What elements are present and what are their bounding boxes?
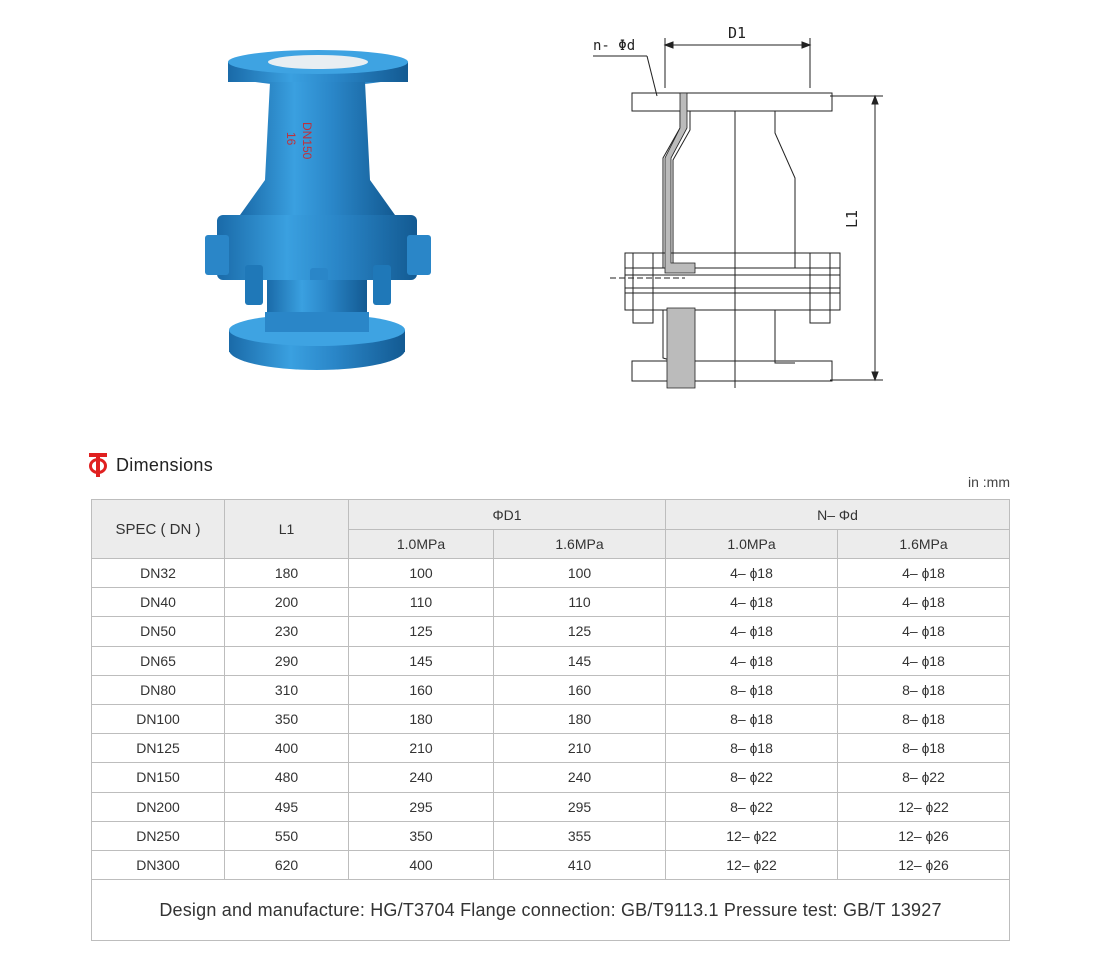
table-row	[92, 734, 1010, 763]
cell-d1-10: 100	[349, 559, 494, 588]
dimensions-table	[91, 499, 1010, 941]
section-title: Dimensions	[116, 454, 214, 475]
cell-l1: 495	[225, 792, 349, 821]
cell-d1-16: 355	[494, 821, 666, 850]
valve-marking-dn: DN150	[300, 122, 314, 160]
cell-nd-10: 4– ɸ18	[666, 617, 838, 646]
cell-nd-16: 8– ɸ18	[838, 704, 1010, 733]
cell-l1: 200	[225, 588, 349, 617]
header-nd: N– Φd	[666, 500, 1010, 530]
cell-d1-10: 110	[349, 588, 494, 617]
table-row	[92, 763, 1010, 792]
cell-nd-10: 8– ɸ22	[666, 792, 838, 821]
header-d1: ΦD1	[349, 500, 666, 530]
cell-nd-10: 4– ɸ18	[666, 588, 838, 617]
unit-label: in :mm	[968, 474, 1010, 490]
cell-l1: 550	[225, 821, 349, 850]
phi-logo-icon	[88, 452, 108, 478]
header-pressure: 1.0MPa	[349, 530, 494, 559]
cell-spec: DN65	[92, 646, 225, 675]
cell-nd-16: 4– ɸ18	[838, 559, 1010, 588]
cell-nd-10: 4– ɸ18	[666, 559, 838, 588]
cell-nd-16: 4– ɸ18	[838, 588, 1010, 617]
cell-d1-10: 180	[349, 704, 494, 733]
cell-nd-16: 8– ɸ18	[838, 734, 1010, 763]
cell-nd-16: 12– ɸ26	[838, 850, 1010, 879]
cell-d1-16: 160	[494, 675, 666, 704]
cell-nd-10: 4– ɸ18	[666, 646, 838, 675]
cell-l1: 350	[225, 704, 349, 733]
cell-spec: DN50	[92, 617, 225, 646]
table-row	[92, 792, 1010, 821]
cell-d1-10: 350	[349, 821, 494, 850]
table-row	[92, 821, 1010, 850]
cell-nd-16: 12– ɸ22	[838, 792, 1010, 821]
table-row	[92, 559, 1010, 588]
label-nd: n- Φd	[593, 38, 636, 54]
cell-d1-10: 210	[349, 734, 494, 763]
cell-spec: DN200	[92, 792, 225, 821]
table-row	[92, 646, 1010, 675]
cell-spec: DN80	[92, 675, 225, 704]
cell-spec: DN300	[92, 850, 225, 879]
cell-d1-16: 125	[494, 617, 666, 646]
cell-l1: 290	[225, 646, 349, 675]
table-row	[92, 704, 1010, 733]
standards-note: Design and manufacture: HG/T3704 Flange connection: GB/T9113.1 Pressure test: GB/T 13927	[92, 880, 1010, 941]
cell-nd-10: 8– ɸ22	[666, 763, 838, 792]
cell-nd-10: 8– ɸ18	[666, 675, 838, 704]
cell-spec: DN150	[92, 763, 225, 792]
cell-d1-10: 125	[349, 617, 494, 646]
cell-d1-16: 240	[494, 763, 666, 792]
cell-l1: 480	[225, 763, 349, 792]
table-row	[92, 617, 1010, 646]
label-l1: L1	[843, 209, 861, 228]
cell-d1-16: 295	[494, 792, 666, 821]
cell-nd-10: 8– ɸ18	[666, 734, 838, 763]
cell-spec: DN250	[92, 821, 225, 850]
cell-nd-16: 12– ɸ26	[838, 821, 1010, 850]
cell-d1-16: 100	[494, 559, 666, 588]
cell-nd-16: 4– ɸ18	[838, 617, 1010, 646]
valve-photo	[195, 50, 440, 390]
cell-spec: DN100	[92, 704, 225, 733]
header-pressure: 1.6MPa	[494, 530, 666, 559]
cell-d1-16: 410	[494, 850, 666, 879]
cell-d1-10: 160	[349, 675, 494, 704]
table-row	[92, 850, 1010, 879]
cell-nd-10: 12– ɸ22	[666, 821, 838, 850]
header-spec: SPEC ( DN )	[92, 500, 225, 559]
cell-nd-16: 8– ɸ18	[838, 675, 1010, 704]
cell-d1-10: 145	[349, 646, 494, 675]
cell-spec: DN40	[92, 588, 225, 617]
cell-d1-10: 400	[349, 850, 494, 879]
cell-l1: 230	[225, 617, 349, 646]
cell-nd-10: 8– ɸ18	[666, 704, 838, 733]
cell-l1: 620	[225, 850, 349, 879]
cell-nd-10: 12– ɸ22	[666, 850, 838, 879]
table-row	[92, 588, 1010, 617]
header-pressure: 1.6MPa	[838, 530, 1010, 559]
section-heading	[88, 452, 213, 478]
header-l1: L1	[225, 500, 349, 559]
cell-nd-16: 4– ɸ18	[838, 646, 1010, 675]
cell-nd-16: 8– ɸ22	[838, 763, 1010, 792]
header-pressure: 1.0MPa	[666, 530, 838, 559]
cell-l1: 400	[225, 734, 349, 763]
cell-spec: DN125	[92, 734, 225, 763]
cell-d1-16: 180	[494, 704, 666, 733]
cell-spec: DN32	[92, 559, 225, 588]
valve-section-drawing	[585, 18, 895, 398]
cell-d1-16: 210	[494, 734, 666, 763]
cell-l1: 310	[225, 675, 349, 704]
cell-l1: 180	[225, 559, 349, 588]
table-row	[92, 675, 1010, 704]
valve-marking-pn: 16	[284, 132, 298, 146]
cell-d1-10: 240	[349, 763, 494, 792]
label-d1: D1	[728, 24, 747, 42]
cell-d1-16: 110	[494, 588, 666, 617]
cell-d1-10: 295	[349, 792, 494, 821]
cell-d1-16: 145	[494, 646, 666, 675]
